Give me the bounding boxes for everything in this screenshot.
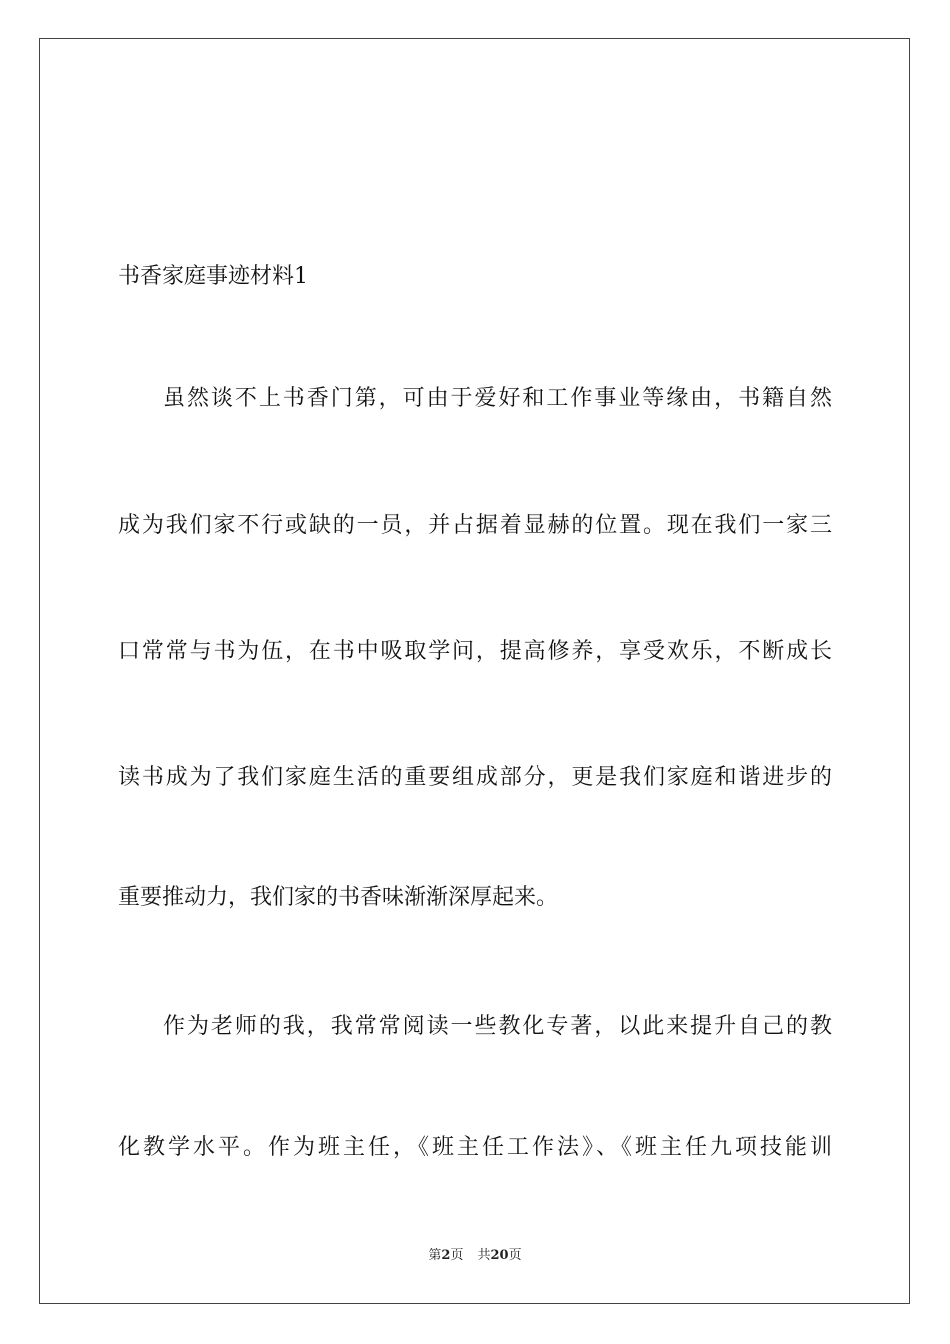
footer-total-suffix: 页 (508, 1248, 522, 1263)
document-title: 书香家庭事迹材料1 (118, 264, 308, 289)
paragraph-2-line-1: 作为老师的我，我常常阅读一些教化专著，以此来提升自己的教 (163, 1014, 832, 1039)
paragraph-1-line-4: 读书成为了我们家庭生活的重要组成部分，更是我们家庭和谐进步的 (118, 765, 832, 790)
paragraph-2-line-2: 化教学水平。作为班主任，《班主任工作法》、《班主任九项技能训 (118, 1135, 832, 1160)
paragraph-1-line-1: 虽然谈不上书香门第，可由于爱好和工作事业等缘由，书籍自然 (163, 386, 832, 411)
paragraph-1-line-2: 成为我们家不行或缺的一员，并占据着显赫的位置。现在我们一家三 (118, 513, 832, 538)
footer-total-prefix: 共 (477, 1248, 491, 1263)
footer-page-prefix: 第 (428, 1248, 442, 1263)
page-border (39, 38, 910, 1304)
paragraph-1-line-5: 重要推动力，我们家的书香味渐渐深厚起来。 (118, 885, 559, 910)
footer-page-current: 2 (441, 1248, 451, 1263)
paragraph-1-line-3: 口常常与书为伍，在书中吸取学问，提高修养，享受欢乐，不断成长 (118, 639, 832, 664)
footer-page-suffix: 页 (450, 1248, 464, 1263)
footer-page-total: 20 (490, 1248, 509, 1263)
page-footer (0, 1247, 950, 1265)
